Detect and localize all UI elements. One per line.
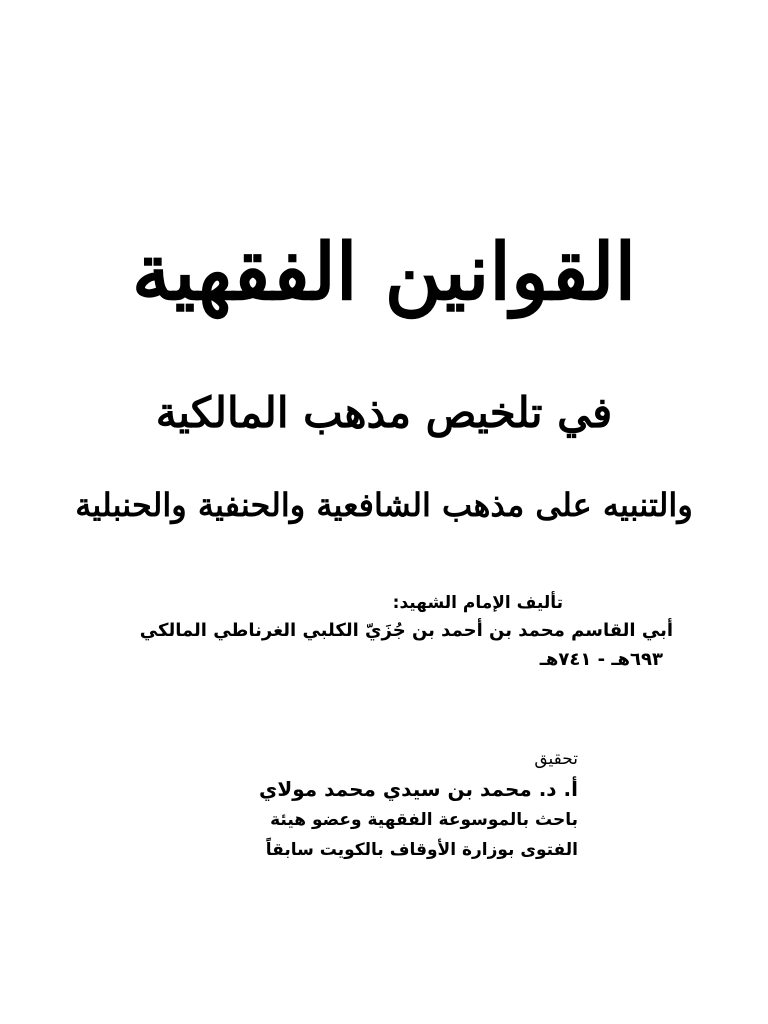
book-subtitle-secondary: والتنبيه على مذهب الشافعية والحنفية والحنبلية	[75, 486, 693, 524]
editor-description-line-1: باحث بالموسوعة الفقهية وعضو هيئة	[270, 810, 578, 830]
author-dates: ٦٩٣هـ - ٧٤١هـ	[539, 649, 663, 670]
book-subtitle-primary: في تلخيص مذهب المالكية	[155, 388, 613, 437]
author-label: تأليف الإمام الشهيد:	[392, 593, 563, 613]
editor-section	[158, 745, 578, 865]
editor-description-line-2: الفتوى بوزارة الأوقاف بالكويت سابقاً	[265, 840, 578, 860]
author-name: أبي القاسم محمد بن أحمد بن جُزَيّ الكلبي الغرناطي المالكي	[139, 620, 673, 641]
book-main-title: القوانين الفقهية	[131, 227, 637, 318]
author-section	[113, 590, 673, 674]
editor-name: أ. د. محمد بن سيدي محمد مولاي	[259, 777, 578, 801]
editor-label: تحقيق	[534, 749, 578, 769]
